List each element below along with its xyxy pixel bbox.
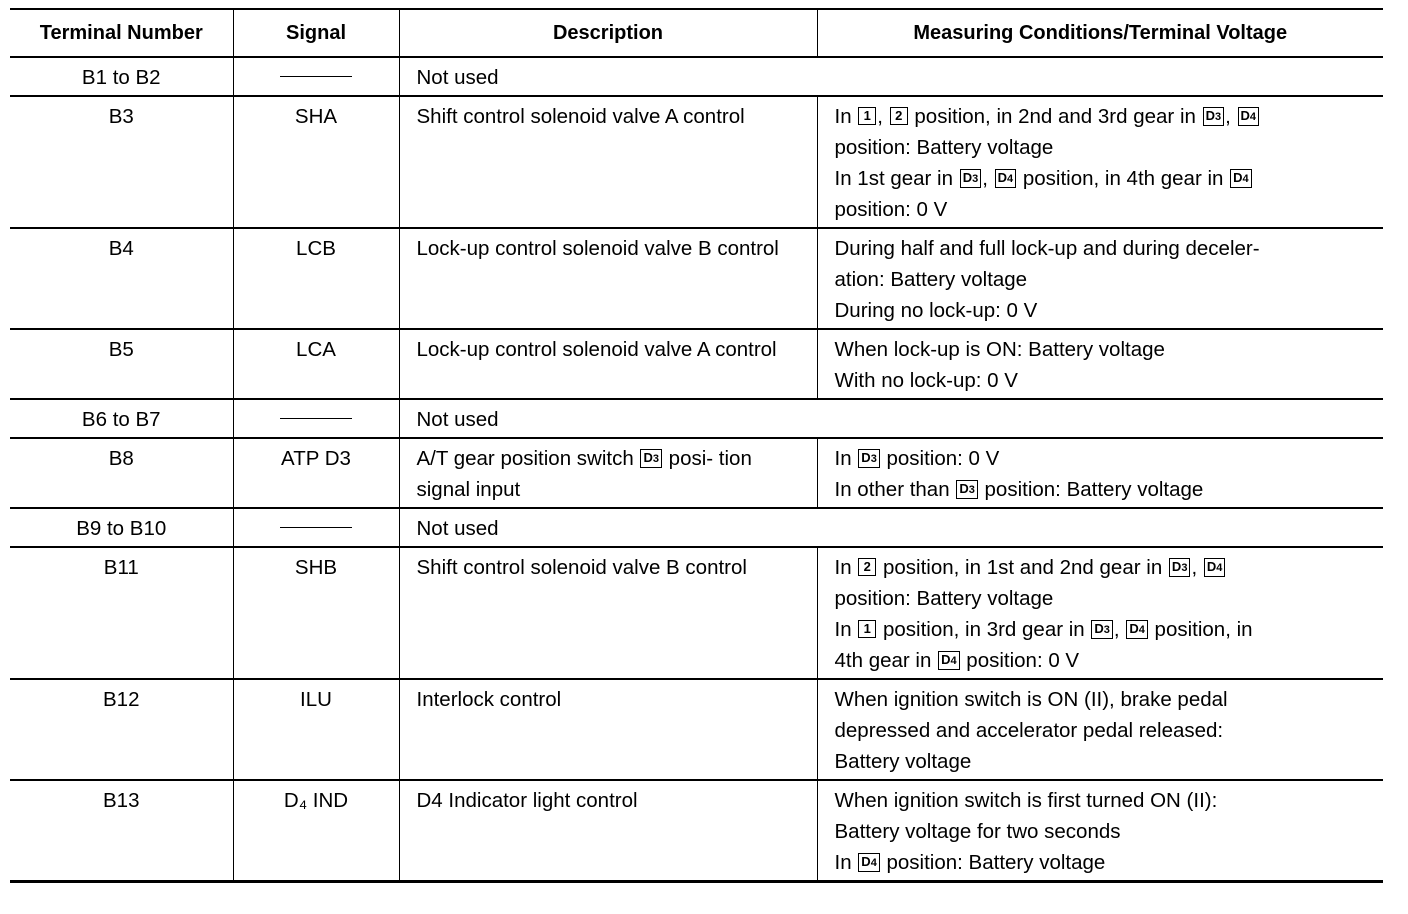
condition-line: position: Battery voltage	[834, 587, 1054, 610]
table-row	[10, 780, 1383, 882]
position-symbol-icon: D3	[640, 449, 662, 468]
position-symbol-icon: D4	[995, 169, 1017, 188]
terminal-number-cell: B13	[10, 780, 233, 882]
position-symbol-icon: D3	[858, 449, 880, 468]
description-cell: Shift control solenoid valve A control	[399, 96, 817, 228]
condition-line: During half and full lock-up and during deceler-	[834, 237, 1260, 260]
position-symbol-icon: D4	[1230, 169, 1252, 188]
description-cell: D4 Indicator light control	[399, 780, 817, 882]
condition-line: In D3 position: 0 V	[834, 447, 1000, 470]
signal-cell: LCB	[233, 228, 399, 329]
condition-line: When ignition switch is ON (II), brake pedal	[834, 688, 1228, 711]
header-signal: Signal	[233, 9, 399, 57]
terminal-number-cell: B9 to B10	[10, 508, 233, 547]
description-cell: Not used	[399, 57, 1383, 96]
description-cell: Not used	[399, 508, 1383, 547]
table-row	[10, 329, 1383, 399]
table-row	[10, 438, 1383, 508]
signal-cell: LCA	[233, 329, 399, 399]
condition-line: Battery voltage for two seconds	[834, 820, 1121, 843]
condition-line: In 1 position, in 3rd gear in D3 , D4 position, in	[834, 618, 1253, 641]
condition-line: In 1 , 2 position, in 2nd and 3rd gear in D3 , D4	[835, 101, 1370, 132]
description-cell: Lock-up control solenoid valve B control	[399, 228, 817, 329]
header-measuring-conditions: Measuring Conditions/Terminal Voltage	[817, 9, 1383, 57]
position-symbol-icon: D3	[1091, 620, 1113, 639]
description-cell: Not used	[399, 399, 1383, 438]
position-symbol-icon: D3	[1169, 558, 1191, 577]
condition-line: In D4 position: Battery voltage	[834, 851, 1106, 874]
position-symbol-icon: D3	[960, 169, 982, 188]
measuring-conditions-cell	[817, 780, 1383, 882]
table-row	[10, 228, 1383, 329]
condition-line: When ignition switch is first turned ON (II):	[834, 789, 1218, 812]
table-row	[10, 508, 1383, 547]
no-signal-dash	[280, 76, 352, 77]
condition-line: Battery voltage	[834, 750, 972, 773]
position-symbol-icon: 1	[858, 107, 876, 125]
condition-line: position: Battery voltage	[834, 136, 1054, 159]
position-symbol-icon: D4	[1238, 107, 1260, 126]
condition-line: During no lock-up: 0 V	[834, 299, 1038, 322]
table-row	[10, 96, 1383, 228]
description-cell: Shift control solenoid valve B control	[399, 547, 817, 679]
position-symbol-icon: 2	[858, 558, 876, 576]
terminal-number-cell: B12	[10, 679, 233, 780]
condition-line: depressed and accelerator pedal released:	[834, 719, 1224, 742]
position-symbol-icon: D3	[1203, 107, 1225, 126]
condition-line: With no lock-up: 0 V	[834, 369, 1018, 392]
table-row	[10, 679, 1383, 780]
position-symbol-icon: D4	[938, 651, 960, 670]
terminal-number-cell: B8	[10, 438, 233, 508]
terminal-number-cell: B6 to B7	[10, 399, 233, 438]
measuring-conditions-cell	[817, 228, 1383, 329]
signal-cell: ATP D3	[233, 438, 399, 508]
signal-cell	[233, 57, 399, 96]
header-description: Description	[399, 9, 817, 57]
terminal-number-cell: B11	[10, 547, 233, 679]
measuring-conditions-cell	[817, 438, 1383, 508]
description-cell: A/T gear position switch D3 posi- tion signal input	[399, 438, 817, 508]
no-signal-dash	[280, 418, 352, 419]
position-symbol-icon: D3	[956, 480, 978, 499]
condition-line: When lock-up is ON: Battery voltage	[834, 338, 1165, 361]
signal-cell	[233, 399, 399, 438]
header-row	[10, 9, 1383, 57]
signal-cell: ILU	[233, 679, 399, 780]
condition-line: position: 0 V	[834, 198, 948, 221]
description-cell: Lock-up control solenoid valve A control	[399, 329, 817, 399]
terminal-number-cell: B3	[10, 96, 233, 228]
measuring-conditions-cell	[817, 96, 1383, 228]
position-symbol-icon: D4	[1204, 558, 1226, 577]
header-terminal-number: Terminal Number	[10, 9, 233, 57]
terminal-number-cell: B1 to B2	[10, 57, 233, 96]
position-symbol-icon: 2	[890, 107, 908, 125]
condition-line: In other than D3 position: Battery voltage	[834, 478, 1204, 501]
table-row	[10, 399, 1383, 438]
terminal-table	[10, 8, 1383, 883]
table-row	[10, 57, 1383, 96]
terminal-number-cell: B5	[10, 329, 233, 399]
no-signal-dash	[280, 527, 352, 528]
measuring-conditions-cell	[817, 547, 1383, 679]
condition-line: In 2 position, in 1st and 2nd gear in D3 , D4	[835, 552, 1370, 583]
description-cell: Interlock control	[399, 679, 817, 780]
position-symbol-icon: D4	[858, 853, 880, 872]
condition-line: In 1st gear in D3 , D4 position, in 4th gear in D4	[835, 163, 1370, 194]
signal-cell: SHB	[233, 547, 399, 679]
position-symbol-icon: 1	[858, 620, 876, 638]
condition-line: 4th gear in D4 position: 0 V	[834, 649, 1080, 672]
measuring-conditions-cell	[817, 679, 1383, 780]
measuring-conditions-cell	[817, 329, 1383, 399]
condition-line: ation: Battery voltage	[834, 268, 1028, 291]
signal-cell: SHA	[233, 96, 399, 228]
position-symbol-icon: D4	[1126, 620, 1148, 639]
signal-cell	[233, 508, 399, 547]
signal-cell: D₄ IND	[233, 780, 399, 882]
terminal-number-cell: B4	[10, 228, 233, 329]
terminal-table-document	[10, 8, 1383, 883]
table-row	[10, 547, 1383, 679]
